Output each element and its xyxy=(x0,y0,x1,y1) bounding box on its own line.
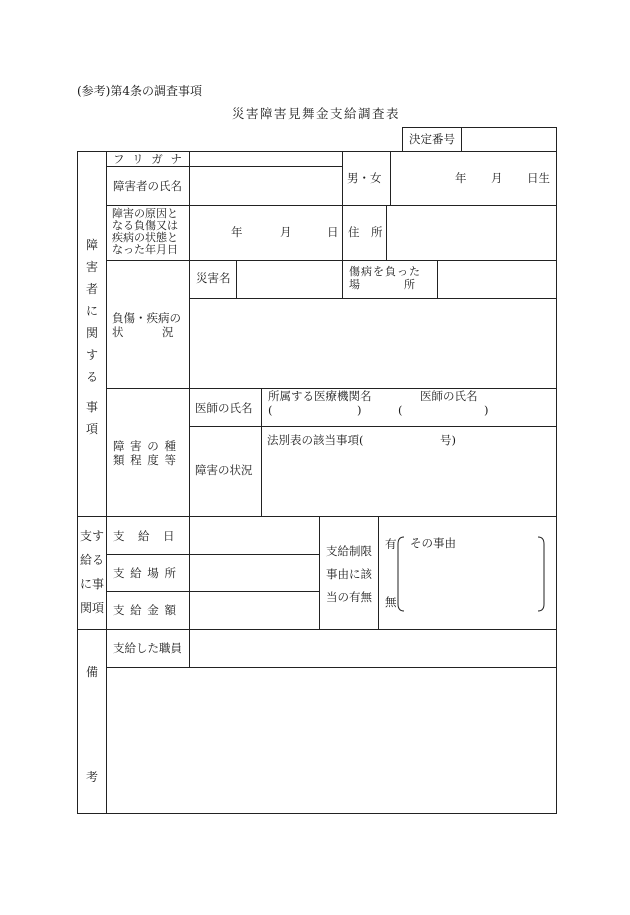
paren-close-1: ) xyxy=(357,403,362,417)
sex-label[interactable]: 男・女 xyxy=(347,171,382,185)
staff-label: 支給した職員 xyxy=(113,641,182,655)
reason-label: その事由 xyxy=(410,536,456,550)
form-title: 災害障害見舞金支給調査表 xyxy=(232,106,401,121)
name-field[interactable] xyxy=(190,167,341,204)
annex-suffix: 号) xyxy=(440,433,456,447)
injury-status-field[interactable] xyxy=(190,299,555,387)
reason-field[interactable] xyxy=(402,552,540,608)
paren-close-2: ) xyxy=(484,403,489,417)
medical-institution-label: 所属する医療機関名 xyxy=(268,389,372,403)
decision-number-field[interactable] xyxy=(462,128,555,151)
restriction-yes-option[interactable]: 有 xyxy=(385,537,397,551)
name-label: 障害者の氏名 xyxy=(113,179,182,193)
annex-label: 法別表の該当事項( xyxy=(267,433,364,447)
address-field[interactable] xyxy=(387,206,555,259)
disaster-name-field[interactable] xyxy=(237,261,341,297)
injury-place-field[interactable] xyxy=(438,261,555,297)
payment-date-label: 支 給 日 xyxy=(113,529,176,543)
remarks-side-label-top: 備 xyxy=(85,665,98,679)
medical-institution-field[interactable] xyxy=(275,403,355,417)
reference-note: (参考)第4条の調査事項 xyxy=(77,84,202,98)
birth-day-label: 日生 xyxy=(527,171,550,185)
doctor-name-label-2: 医師の氏名 xyxy=(420,389,478,403)
disability-status-field[interactable] xyxy=(262,450,555,515)
remarks-side-label-bottom: 考 xyxy=(85,770,98,784)
disability-status-label: 障害の状況 xyxy=(195,463,253,477)
cause-year-label: 年 xyxy=(231,225,243,239)
paren-open-2: ( xyxy=(398,403,403,417)
payment-amount-label: 支 給 金 額 xyxy=(113,603,177,617)
birth-month-label: 月 xyxy=(491,171,503,185)
payment-place-field[interactable] xyxy=(190,555,318,590)
doctor-name-label: 医師の氏名 xyxy=(195,401,253,415)
disaster-name-label: 災害名 xyxy=(196,271,231,285)
payment-amount-field[interactable] xyxy=(190,592,318,628)
cause-month-label: 月 xyxy=(280,225,292,239)
paren-open-1: ( xyxy=(268,403,273,417)
annex-number-field[interactable] xyxy=(370,432,436,448)
doctor-name-field[interactable] xyxy=(405,403,483,417)
cause-day-label: 日 xyxy=(327,225,339,239)
address-label: 住 所 xyxy=(348,225,383,239)
staff-field[interactable] xyxy=(190,630,555,666)
furigana-label: フ リ ガ ナ xyxy=(113,152,184,166)
birth-year-label: 年 xyxy=(455,171,467,185)
furigana-field[interactable] xyxy=(190,152,341,165)
payment-date-field[interactable] xyxy=(190,517,318,553)
payment-place-label: 支 給 場 所 xyxy=(113,566,177,580)
remarks-field[interactable] xyxy=(107,668,555,812)
restriction-no-option[interactable]: 無 xyxy=(385,595,397,609)
decision-number-label: 決定番号 xyxy=(409,132,455,146)
